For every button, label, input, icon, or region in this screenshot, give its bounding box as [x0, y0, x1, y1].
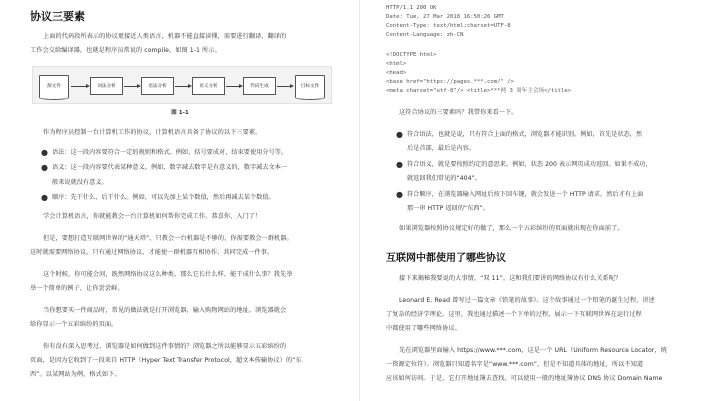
paragraph-story-3: 中都使用了哪些网络协议。	[386, 325, 461, 332]
flow-arrow	[226, 86, 240, 87]
bullet-conform-semantics-cont: 就返回我们常见的“404”。	[407, 175, 481, 182]
bullet-conform-syntax: ● 符合语法，也就是说，只有符合上面的格式，浏览器才能识别。例如，首先是状态，然	[407, 128, 642, 142]
paragraph-thought-2: 页面，是因为它收到了一段来自 HTTP（Hyper Text Transfer Protocol，超文本传输协议）的“东	[30, 357, 302, 364]
paragraph-shopping-1: 当你想要买一件商品时，常见的做法就是打开浏览器，输入购物网站的地址。浏览器就会	[43, 307, 287, 314]
bullet-conform-syntax-cont: 后是首部，最后是内容。	[407, 145, 476, 152]
paragraph-story-1: Leonard E. Read 曾写过一篇文章《铅笔的故事》。这个故事通过一个铅笔的诞生过程，讲述	[399, 297, 655, 304]
target-file-node: 目标文件	[295, 75, 325, 97]
paragraph-network-2: 这时就需要网络协议。只有通过网络协议，才能使一群机器互相协作、共同完成一件事。	[30, 249, 274, 256]
bullet-dot: ●	[41, 163, 48, 172]
paragraph-question-2: 举一个简单的例子，让你尝尝鲜。	[30, 285, 124, 292]
paragraph-story-2: 了复杂的经济学理论。这里，我也通过描述一个下单的过程，展示一下互联网世界在运行过程	[386, 311, 642, 318]
bullet-order: ● 顺序：先干什么、后干什么。例如，可以先加上某个数值，然后再减去某个数值。	[52, 191, 275, 205]
paragraph-language: 作为程序员控制一台计算机工作的协议，计算机语言具备了协议的以下三要素。	[43, 129, 262, 136]
paragraph-double-11: 接下来揭秘我要说的大事情，“双 11”。这和我们要讲的网络协议有什么关系呢？	[399, 275, 622, 282]
right-page	[361, 0, 720, 401]
bullet-dot: ●	[396, 190, 403, 199]
paragraph-thought-3: 西”。以某网站为例，格式如下。	[30, 371, 121, 378]
semantic-analysis-node: 语义分析	[192, 77, 225, 95]
code-generation-node: 代码生成	[243, 77, 276, 95]
bullet-syntax: ● 语法：这一段内容要符合一定的规则和格式。例如，括号要成对，结束要使用分号等。	[52, 146, 287, 160]
bullet-dot: ●	[396, 130, 403, 139]
paragraph-url-1: 先在浏览器里面输入 https://www.***.com，这是一个 URL（Uniform Resource Locator，统	[399, 347, 667, 354]
flow-arrow	[71, 86, 87, 87]
flow-arrow	[124, 86, 138, 87]
bullet-dot: ●	[41, 193, 48, 202]
paragraph-thought-1: 你有没有深入思考过，浏览器是如何做到这件事情的？浏览器之所以能够显示五彩缤纷的	[43, 343, 287, 350]
lexical-analysis-node: 词法分析	[90, 77, 123, 95]
syntax-analysis-node: 语法分析	[141, 77, 174, 95]
bullet-dot: ●	[41, 148, 48, 157]
paragraph-learn: 学会计算机语言，你就能教会一台计算机如何帮你完成工作。恭喜你，入门了！	[43, 213, 262, 220]
paragraph-network-1: 但是，要想打造互联网世界的“通天塔”，只教会一台机器是不够的，你需要教会一群机器。	[43, 235, 293, 242]
bullet-conform-order-cont: 那一串 HTTP 返回的“东西”。	[407, 205, 489, 212]
http-response-code-block: HTTP/1.1 200 OK Date: Tue, 27 Mar 2018 16:50:26 GMT Content-Type: text/html;charset=UTF-8 Content-Language: zh-CN <!DOCTYPE html> <html> <head> <base href="https://pages.***.com/" /> <meta charset="utf-8"/> <title>***网 3 周年主会场</title>	[386, 5, 572, 94]
intro-line-2: 工作会交给编译器，也就是程序员常说的 compile，如图 1-1 所示。	[30, 47, 221, 54]
paragraph-url-3: 应该如何访问。于是，它打开地址簿去查找。可以使用一般的地址簿协议 DNS 协议 Domain Name	[386, 375, 663, 382]
paragraph-browser: 如果浏览器按照协议规定好的做了，那么一个五彩缤纷的页面就出现在你面前了。	[399, 225, 624, 232]
paragraph-shopping-2: 给你显示一个五彩缤纷的页面。	[30, 321, 118, 328]
intro-line-1: 上面的代码段所表示的协议更接近人类语言，机器不能直接读懂，需要进行翻译，翻译的	[43, 33, 287, 40]
bullet-semantics: ● 语义：这一段内容要代表某种意义。例如，数字减去数字是有意义的，数字减去文本一	[52, 161, 287, 175]
flow-arrow	[277, 86, 291, 87]
bullet-conform-semantics: ● 符合语义，就是要按照约定的意思来。例如，状态 200 表示网页成功返回。如果不成功，	[407, 158, 652, 172]
compile-flow-diagram	[32, 66, 332, 104]
paragraph-url-2: 一资源定位符）。浏览器只知道名字是“www.***.com”，但是不知道具体的地址，所以不知道	[386, 361, 644, 368]
bullet-dot: ●	[396, 160, 403, 169]
figure-caption: 图 1-1	[171, 110, 189, 116]
flow-arrow	[175, 86, 189, 87]
bullet-conform-order: ● 符合顺序，在浏览器输入网址后按下回车键，就会发送一个 HTTP 请求，然后才有上面	[407, 188, 643, 202]
source-file-node: 源文件	[39, 75, 69, 97]
bullet-semantics-cont: 般来说就没有意义。	[52, 179, 108, 186]
paragraph-question-1: 这个时候，你可能会问，既然网络协议这么种类，那么它长什么样，能干成什么事？我先举	[43, 271, 293, 278]
paragraph-three-elements: 这符合协议的三要素吗？我带你来看一下。	[399, 109, 518, 116]
section-title-internet-protocols: 互联网中都使用了哪些协议	[386, 253, 506, 264]
section-title-protocol-elements: 协议三要素	[30, 10, 85, 23]
